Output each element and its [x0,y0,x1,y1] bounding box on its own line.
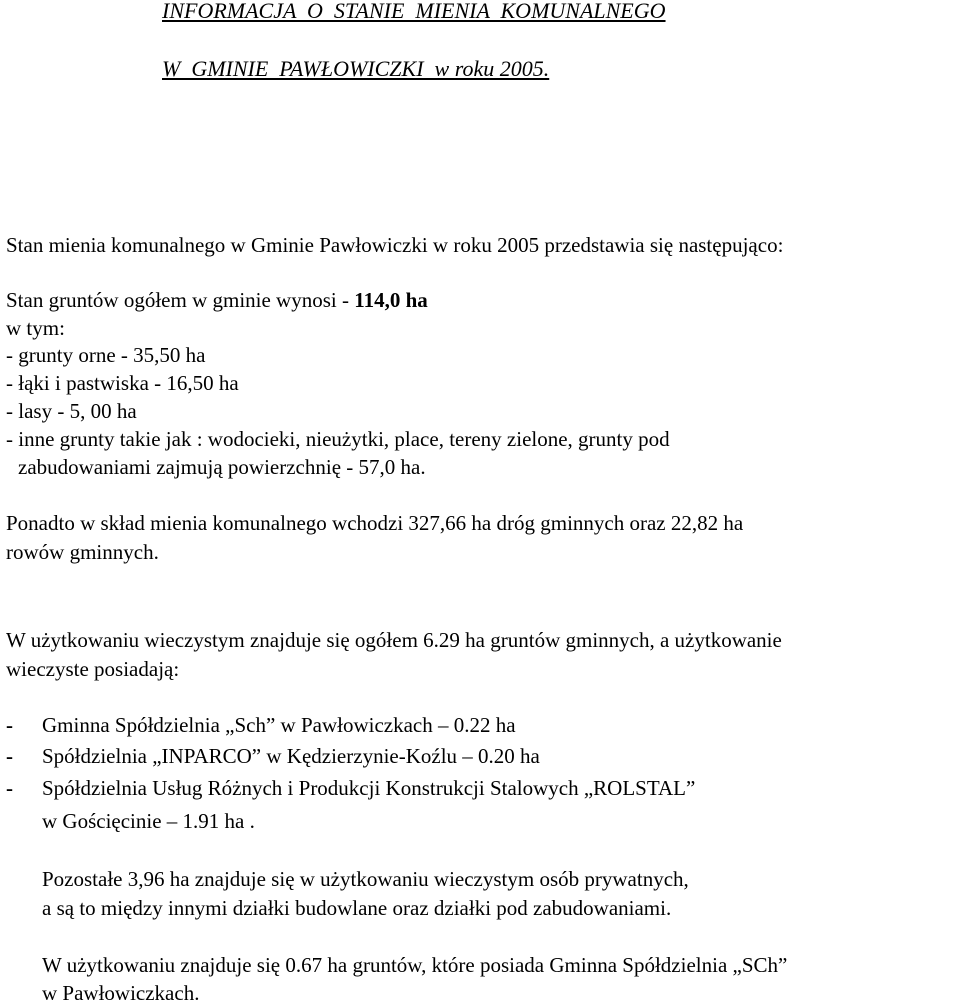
total-land-value: 114,0 ha [354,288,428,312]
list-item: - inne grunty takie jak : wodocieki, nieużytki, place, tereny zielone, grunty pod [6,427,670,451]
list-dash: - [6,776,13,800]
perpetual-line-2: wieczyste posiadają: [6,657,180,681]
list-dash: - [6,713,13,737]
list-item: - łąki i pastwiska - 16,50 ha [6,371,239,395]
remaining-line-1: Pozostałe 3,96 ha znajduje się w użytkowaniu wieczystym osób prywatnych, [42,867,689,891]
intro-text: Stan mienia komunalnego w Gminie Pawłowiczki w roku 2005 przedstawia się następująco: [6,233,784,257]
perpetual-line-1: W użytkowaniu wieczystym znajduje się ogółem 6.29 ha gruntów gminnych, a użytkowanie [6,628,782,652]
list-item-continuation: zabudowaniami zajmują powierzchnię - 57,0 ha. [18,455,426,479]
holder-text: Spółdzielnia Usług Różnych i Produkcji Konstrukcji Stalowych „ROLSTAL” [42,776,696,800]
title-line-1: INFORMACJA O STANIE MIENIA KOMUNALNEGO [162,0,666,23]
usage-line-1: W użytkowaniu znajduje się 0.67 ha gruntów, które posiada Gminna Spółdzielnia „SCh” [42,953,788,977]
in-which-label: w tym: [6,316,65,340]
holder-text: Gminna Spółdzielnia „Sch” w Pawłowiczkach – 0.22 ha [42,713,516,737]
additional-line-2: rowów gminnych. [6,540,159,564]
list-item: - lasy - 5, 00 ha [6,399,137,423]
total-land-label: Stan gruntów ogółem w gminie wynosi - [6,288,355,312]
list-dash: - [6,744,13,768]
usage-line-2: w Pawłowiczkach. [42,981,200,1005]
holder-continuation: w Gościęcinie – 1.91 ha . [42,809,255,833]
holder-text: Spółdzielnia „INPARCO” w Kędzierzynie-Koźlu – 0.20 ha [42,744,540,768]
additional-line-1: Ponadto w skład mienia komunalnego wchodzi 327,66 ha dróg gminnych oraz 22,82 ha [6,511,744,535]
total-land-line [6,287,428,313]
title-line-2: W GMINIE PAWŁOWICZKI w roku 2005. [162,56,550,81]
list-item: - grunty orne - 35,50 ha [6,343,206,367]
remaining-line-2: a są to między innymi działki budowlane oraz działki pod zabudowaniami. [42,896,672,920]
